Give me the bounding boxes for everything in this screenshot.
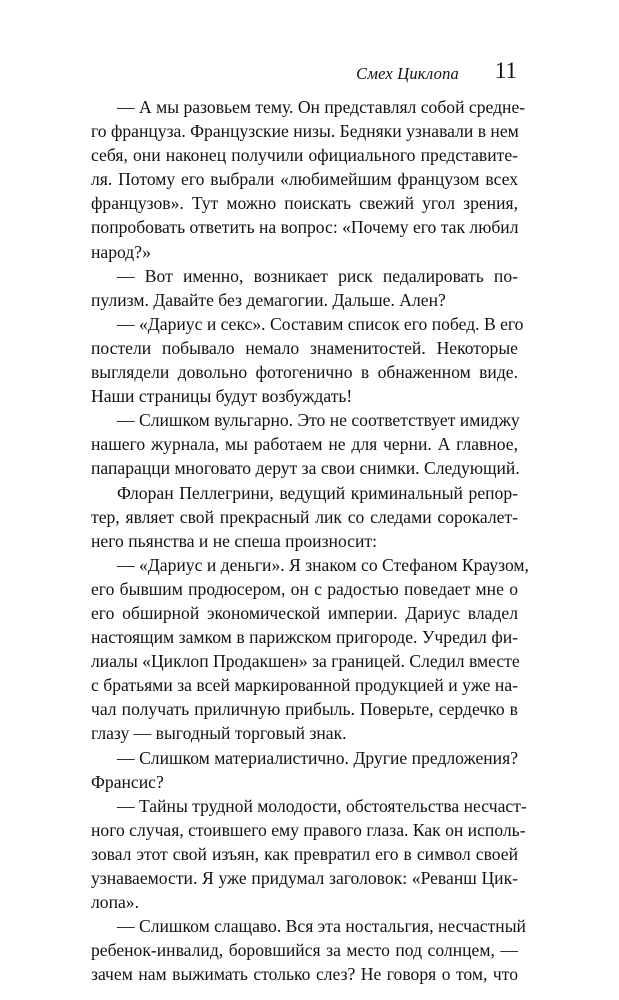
text-line: лопа». [91, 892, 139, 913]
text-line: его бывшим продюсером, он с радостью поведает мне о [91, 578, 518, 599]
text-line: — Вот именно, возникает риск педалировать по- [117, 265, 518, 286]
text-line: узнаваемости. Я уже придумал заголовок: «Реванш Цик- [91, 868, 518, 888]
text-line: — Слишком слащаво. Вся эта ностальгия, несчастный [117, 916, 526, 937]
text-line: — «Дариус и деньги». Я знаком со Стефаном Краузом, [117, 554, 529, 575]
text-line: — Слишком вульгарно. Это не соответствует имиджу [117, 410, 520, 431]
text-line: народ?» [91, 241, 151, 262]
text-line: — «Дариус и секс». Составим список его побед. В его [117, 313, 524, 334]
text-line: нашего журнала, мы работаем не для черни. А главное, [91, 434, 518, 455]
text-line: Франсис? [91, 771, 164, 792]
text-line: Наши страницы будут возбуждать! [91, 386, 353, 407]
page-number: 11 [494, 58, 517, 83]
body-text [91, 95, 529, 986]
text-line: зачем нам выжимать столько слез? Не говоря о том, что [91, 964, 518, 985]
text-line: французов». Тут можно поискать свежий угол зрения, [91, 193, 518, 214]
text-line: попробовать ответить на вопрос: «Почему его так любил [91, 217, 519, 238]
running-title: Смех Циклопа [356, 64, 459, 83]
text-line: себя, они наконец получили официального представите- [91, 145, 518, 166]
text-line: го француза. Французские низы. Бедняки узнавали в нем [91, 121, 519, 142]
text-line: Флоран Пеллегрини, ведущий криминальный репор- [117, 482, 518, 503]
text-line: — Тайны трудной молодости, обстоятельства несчаст- [117, 795, 527, 816]
text-line: настоящим замком в парижском пригороде. Учредил фи- [91, 627, 518, 648]
text-line: пулизм. Давайте без демагогии. Дальше. Ален? [91, 289, 446, 310]
text-line: него пьянства и не спеша произносит: [91, 530, 377, 551]
text-line: — Слишком материалистично. Другие предложения? [117, 747, 518, 768]
text-line: выглядели довольно фотогенично в обнаженном виде. [91, 362, 518, 383]
text-line: тер, являет свой прекрасный лик со следами сорокалет- [91, 506, 518, 527]
text-line: лиалы «Циклоп Продакшен» за границей. Следил вместе [91, 651, 520, 672]
text-line: постели побывало немало знаменитостей. Некоторые [91, 337, 518, 358]
text-line: ля. Потому его выбрали «любимейшим французом всех [91, 169, 518, 190]
page-header [90, 58, 517, 88]
text-line: его обширной экономической империи. Дариус владел [91, 602, 518, 623]
text-line: чал получать приличную прибыль. Поверьте, сердечко в [91, 699, 518, 720]
text-line: папарацци многовато дерут за свои снимки. Следующий. [91, 458, 520, 479]
text-line: с братьями за всей маркированной продукцией и уже на- [91, 675, 518, 696]
text-line: глазу — выгодный торговый знак. [91, 723, 347, 744]
text-line: ребенок-инвалид, боровшийся за место под солнцем, — [91, 940, 518, 961]
text-line: — А мы разовьем тему. Он представлял собой средне- [117, 97, 526, 117]
text-line: ного случая, стоившего ему правого глаза. Как он исполь- [91, 819, 526, 840]
text-line: зовал этот свой изъян, как превратил его в символ своей [91, 843, 518, 864]
